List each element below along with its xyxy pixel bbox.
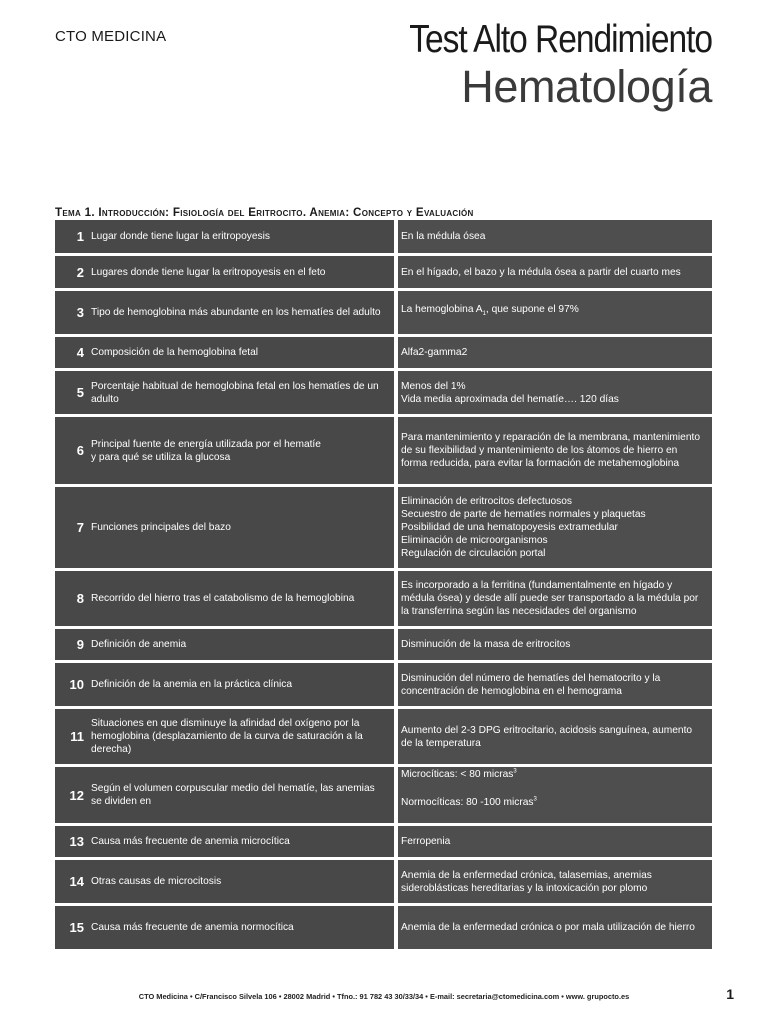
table-row (55, 906, 712, 949)
row-question: Lugar donde tiene lugar la eritropoyesis (88, 220, 394, 253)
row-number: 15 (55, 906, 88, 949)
row-number: 9 (55, 629, 88, 660)
row-question: Recorrido del hierro tras el catabolismo de la hemoglobina (88, 571, 394, 626)
row-question: Según el volumen corpuscular medio del hematíe, las anemias se dividen en (88, 767, 394, 823)
row-number: 3 (55, 291, 88, 334)
row-number: 4 (55, 337, 88, 368)
row-answer: Es incorporado a la ferritina (fundamentalmente en hígado y médula ósea) y desde allí puede ser transportado a la médula por la transferrina según las necesidades del organismo (398, 571, 712, 626)
table-row (55, 291, 712, 334)
row-question: Causa más frecuente de anemia microcítica (88, 826, 394, 857)
table-row (55, 417, 712, 484)
row-number: 12 (55, 767, 88, 823)
row-question: Otras causas de microcitosis (88, 860, 394, 903)
table-row (55, 629, 712, 660)
row-number: 8 (55, 571, 88, 626)
table-row (55, 663, 712, 706)
row-answer: La hemoglobina $A_1$, que supone el 97% (398, 291, 712, 334)
table-row (55, 826, 712, 857)
row-answer: Menos del 1% Vida media aproximada del hematíe…. 120 días (398, 371, 712, 414)
row-number: 14 (55, 860, 88, 903)
row-answer: Alfa2-gamma2 (398, 337, 712, 368)
table-row (55, 487, 712, 568)
row-question: Principal fuente de energía utilizada por el hematíe y para qué se utiliza la glucosa (88, 417, 394, 484)
row-answer: Aumento del 2-3 DPG eritrocitario, acidosis sanguínea, aumento de la temperatura (398, 709, 712, 764)
row-question: Lugares donde tiene lugar la eritropoyesis en el feto (88, 256, 394, 288)
row-number: 11 (55, 709, 88, 764)
row-number: 6 (55, 417, 88, 484)
row-number: 5 (55, 371, 88, 414)
row-answer: En el hígado, el bazo y la médula ósea a partir del cuarto mes (398, 256, 712, 288)
answer-line: Normocíticas: 80 -100 micras$^3$ (401, 796, 537, 809)
table-row (55, 860, 712, 903)
row-number: 10 (55, 663, 88, 706)
table-row (55, 571, 712, 626)
table-row (55, 220, 712, 253)
row-question: Causa más frecuente de anemia normocítica (88, 906, 394, 949)
row-answer: Disminución de la masa de eritrocitos (398, 629, 712, 660)
row-number: 7 (55, 487, 88, 568)
row-answer: Disminución del número de hematíes del hematocrito y la concentración de hemoglobina en el hemograma (398, 663, 712, 706)
qa-table (55, 220, 712, 952)
table-row (55, 709, 712, 764)
row-question: Situaciones en que disminuye la afinidad del oxígeno por la hemoglobina (desplazamiento de la curva de saturación a la derecha) (88, 709, 394, 764)
title-block (360, 18, 712, 112)
row-question: Funciones principales del bazo (88, 487, 394, 568)
row-number: 1 (55, 220, 88, 253)
row-number: 13 (55, 826, 88, 857)
row-answer: En la médula ósea (398, 220, 712, 253)
table-row (55, 371, 712, 414)
row-number: 2 (55, 256, 88, 288)
row-answer: Ferropenia (398, 826, 712, 857)
row-question: Composición de la hemoglobina fetal (88, 337, 394, 368)
row-question: Definición de la anemia en la práctica clínica (88, 663, 394, 706)
brand-label: CTO MEDICINA (55, 28, 167, 45)
footer-contact: CTO Medicina • C/Francisco Silvela 106 • 28002 Madrid • Tfno.: 91 782 43 30/33/34 • E-mail: secretaria@ctomedicina.com • www. grupocto.es (138, 992, 630, 1001)
table-row (55, 256, 712, 288)
document-subtitle: Hematología (461, 61, 712, 112)
row-answer: Anemia de la enfermedad crónica, talasemias, anemias sideroblásticas hereditarias y la intoxicación por plomo (398, 860, 712, 903)
row-answer: Para mantenimiento y reparación de la membrana, mantenimiento de su flexibilidad y mantenimiento de los átomos de hierro en forma reducida, para evitar la formación de metahemoglobina (398, 417, 712, 484)
row-answer: Eliminación de eritrocitos defectuosos Secuestro de parte de hematíes normales y plaquetas Posibilidad de una hematopoyesis extramedular Eliminación de microorganismos Regulación de circulación portal (398, 487, 712, 568)
answer-line: Microcíticas: < 80 micras$^3$ (401, 768, 517, 780)
row-answer (398, 767, 712, 823)
section-heading: Tema 1. Introducción: Fisiología del Eritrocito. Anemia: Concepto y Evaluación (55, 206, 474, 219)
table-row (55, 337, 712, 368)
page-number: 1 (726, 986, 734, 1002)
row-answer: Anemia de la enfermedad crónica o por mala utilización de hierro (398, 906, 712, 949)
row-question: Tipo de hemoglobina más abundante en los hematíes del adulto (88, 291, 394, 334)
row-question: Definición de anemia (88, 629, 394, 660)
document-title: Test Alto Rendimiento (409, 18, 712, 61)
row-question: Porcentaje habitual de hemoglobina fetal en los hematíes de un adulto (88, 371, 394, 414)
table-row (55, 767, 712, 823)
